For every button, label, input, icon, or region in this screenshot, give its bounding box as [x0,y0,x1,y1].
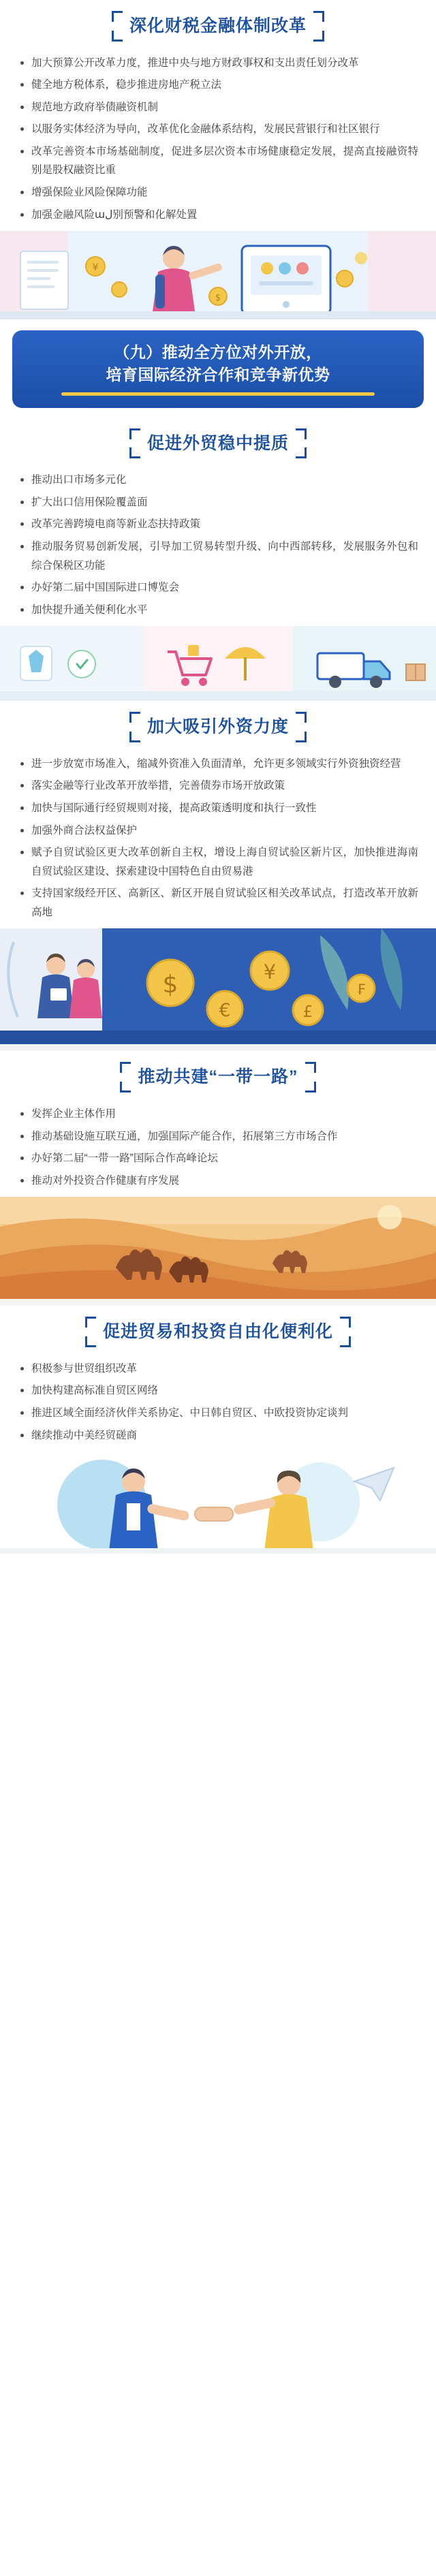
bullet-list-foreign-investment [0,755,436,922]
currency-symbols-people-illustration [0,928,436,1044]
list-item: 规范地方政府举债融资机制 [20,98,418,117]
heading-box [85,1318,351,1350]
banner-underline [61,392,374,396]
shopping-cart-truck-illustration [0,626,436,701]
section-divider [0,1044,436,1051]
list-item: 加快构建高标准自贸区网络 [20,1381,418,1400]
corner-decoration-icon [313,11,324,22]
heading-underline [95,1344,341,1349]
list-item: 加快提升通关便利化水平 [20,601,418,620]
heading-text: 促进贸易和投资自由化便利化 [102,1322,333,1342]
section-divider [0,1299,436,1306]
corner-decoration-icon [313,31,324,42]
svg-text:¥: ¥ [92,262,99,274]
heading-box [129,430,307,462]
list-item: 健全地方税体系，稳步推进房地产税立法 [20,76,418,95]
svg-text:$: $ [162,971,178,999]
list-item: 以服务实体经济为导向，改革优化金融体系结构，发展民营银行和社区银行 [20,120,418,139]
heading-underline [121,38,315,43]
svg-text:₣: ₣ [356,981,366,999]
heading-text: 深化财税金融体制改革 [129,16,307,35]
corner-decoration-icon [340,1336,351,1347]
business-handshake-illustration [0,1451,436,1554]
bullet-list-trade-investment-liberalization [0,1360,436,1445]
list-item: 加强金融风险աل别预警和化解处置 [20,206,418,225]
section-heading-foreign-investment [0,701,436,752]
corner-decoration-icon [129,428,140,439]
svg-text:€: € [219,1000,231,1022]
list-item: 加大预算公开改革力度，推进中央与地方财政事权和支出责任划分改革 [20,54,418,73]
list-item: 推动出口市场多元化 [20,471,418,490]
list-item: 办好第二届“一带一路”国际合作高峰论坛 [20,1149,418,1168]
list-item: 加快与国际通行经贸规则对接，提高政策透明度和执行一致性 [20,799,418,818]
list-item: 办好第二届中国国际进口博览会 [20,578,418,597]
heading-underline [139,739,297,744]
corner-decoration-icon [129,732,140,742]
list-item: 改革完善跨境电商等新业态扶持政策 [20,515,418,534]
section-heading-trade-investment-liberalization [0,1306,436,1357]
list-item: 赋予自贸试验区更大改革创新自主权，增设上海自贸试验区新片区，加快推进海南自贸试验区建设、探索建设中国特色自由贸易港 [20,843,418,881]
svg-text:$: $ [215,293,221,304]
corner-decoration-icon [305,1062,316,1073]
heading-text: 推动共建“一带一路” [138,1067,298,1087]
corner-decoration-icon [296,428,307,439]
corner-decoration-icon [296,732,307,742]
list-item: 推动对外投资合作健康有序发展 [20,1172,418,1191]
desert-camel-caravan-illustration [0,1197,436,1299]
heading-underline [139,455,297,460]
heading-box [120,1063,315,1095]
heading-text: 促进外贸稳中提质 [146,433,289,453]
svg-text:¥: ¥ [263,960,277,984]
list-item: 落实金融等行业改革开放举措，完善债券市场开放政策 [20,776,418,796]
list-item: 推动服务贸易创新发展，引导加工贸易转型升级、向中西部转移，发展服务外包和综合保税区功能 [20,537,418,575]
corner-decoration-icon [112,11,123,22]
heading-underline [129,1089,306,1094]
corner-decoration-icon [296,447,307,458]
heading-box [129,713,307,745]
list-item: 推动基础设施互联互通，加强国际产能合作，拓展第三方市场合作 [20,1127,418,1146]
list-item: 进一步放宽市场准入，缩减外资准入负面清单，允许更多领域实行外资独资经营 [20,755,418,774]
bullet-list-foreign-trade [0,471,436,619]
corner-decoration-icon [120,1062,131,1073]
bullet-list-belt-and-road [0,1105,436,1190]
section-banner-opening-up [0,319,436,418]
heading-box [112,12,324,44]
list-item: 加强外商合法权益保护 [20,821,418,841]
list-item: 扩大出口信用保险覆盖面 [20,493,418,512]
svg-text:£: £ [302,1003,313,1022]
corner-decoration-icon [129,712,140,723]
banner-line-2: 培育国际经济合作和竞争新优势 [106,366,330,384]
bullet-list-fiscal-tax-finance [0,54,436,225]
section-heading-foreign-trade [0,418,436,469]
section-heading-fiscal-tax-finance [0,0,436,51]
corner-decoration-icon [85,1317,96,1328]
list-item: 积极参与世贸组织改革 [20,1360,418,1379]
corner-decoration-icon [340,1317,351,1328]
corner-decoration-icon [129,447,140,458]
heading-text: 加大吸引外资力度 [146,717,289,737]
corner-decoration-icon [305,1082,316,1093]
finance-tablet-coins-illustration [0,231,436,319]
list-item: 推进区域全面经济伙伴关系协定、中日韩自贸区、中欧投资协定谈判 [20,1404,418,1423]
corner-decoration-icon [296,712,307,723]
corner-decoration-icon [85,1336,96,1347]
corner-decoration-icon [112,31,123,42]
list-item: 发挥企业主体作用 [20,1105,418,1124]
list-item: 继续推动中美经贸磋商 [20,1426,418,1445]
corner-decoration-icon [120,1082,131,1093]
list-item: 增强保险业风险保障功能 [20,183,418,202]
section-heading-belt-and-road [0,1051,436,1102]
list-item: 改革完善资本市场基础制度，促进多层次资本市场健康稳定发展，提高直接融资特别是股权融资比重 [20,142,418,180]
banner-box [12,330,424,408]
banner-line-1: （九）推动全方位对外开放， [114,343,322,362]
list-item: 支持国家级经开区、高新区、新区开展自贸试验区相关改革试点，打造改革开放新高地 [20,884,418,922]
